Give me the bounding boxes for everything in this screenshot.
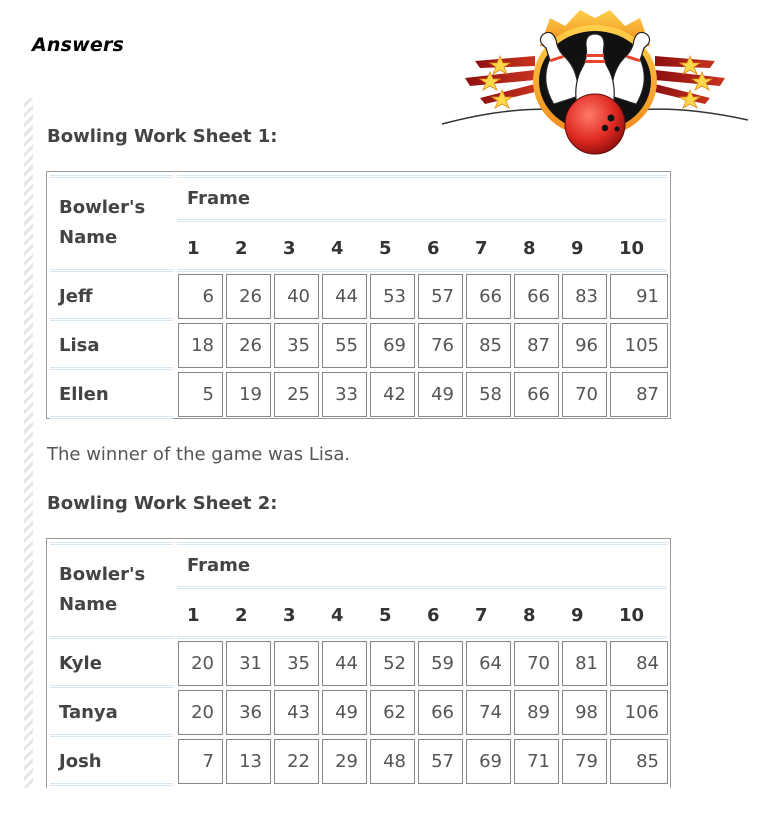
score-cell: 40 bbox=[274, 274, 319, 319]
score-cell: 70 bbox=[514, 641, 559, 686]
bowler-header-line1: Bowler's bbox=[59, 197, 146, 218]
header-rule bbox=[177, 219, 667, 222]
score-cell: 81 bbox=[562, 641, 607, 686]
score-cell: 57 bbox=[418, 274, 463, 319]
score-cell: 35 bbox=[274, 641, 319, 686]
score-cell: 58 bbox=[466, 372, 511, 417]
bowler-name-header bbox=[59, 193, 145, 253]
score-cell: 84 bbox=[610, 641, 668, 686]
score-cell: 53 bbox=[370, 274, 415, 319]
score-cell: 44 bbox=[322, 641, 367, 686]
row-rule bbox=[50, 416, 173, 419]
score-cell: 6 bbox=[178, 274, 223, 319]
score-cell: 62 bbox=[370, 690, 415, 735]
score-cell: 20 bbox=[178, 641, 223, 686]
score-cell: 57 bbox=[418, 739, 463, 784]
bowler-name: Josh bbox=[59, 751, 102, 772]
score-cell: 52 bbox=[370, 641, 415, 686]
score-cell: 22 bbox=[274, 739, 319, 784]
header-rule bbox=[177, 175, 667, 178]
sheet-2-table bbox=[46, 538, 671, 788]
row-rule bbox=[50, 367, 173, 370]
frame-header: Frame bbox=[187, 555, 251, 576]
score-cell: 49 bbox=[322, 690, 367, 735]
score-cell: 26 bbox=[226, 274, 271, 319]
score-cell: 31 bbox=[226, 641, 271, 686]
bowler-name: Lisa bbox=[59, 335, 100, 356]
row-rule bbox=[50, 734, 173, 737]
header-rule bbox=[177, 636, 667, 639]
frame-number-2: 2 bbox=[235, 238, 248, 259]
frame-number-7: 7 bbox=[475, 238, 488, 259]
score-cell: 42 bbox=[370, 372, 415, 417]
score-cell: 64 bbox=[466, 641, 511, 686]
score-cell: 25 bbox=[274, 372, 319, 417]
score-cell: 43 bbox=[274, 690, 319, 735]
page-title: Answers bbox=[32, 34, 125, 56]
header-rule bbox=[177, 542, 667, 545]
score-cell: 96 bbox=[562, 323, 607, 368]
score-cell: 89 bbox=[514, 690, 559, 735]
score-cell: 29 bbox=[322, 739, 367, 784]
header-rule bbox=[50, 636, 173, 639]
score-cell: 33 bbox=[322, 372, 367, 417]
score-cell: 5 bbox=[178, 372, 223, 417]
score-cell: 19 bbox=[226, 372, 271, 417]
score-cell: 98 bbox=[562, 690, 607, 735]
score-cell: 26 bbox=[226, 323, 271, 368]
frame-number-4: 4 bbox=[331, 238, 344, 259]
frame-number-5: 5 bbox=[379, 238, 392, 259]
score-cell: 20 bbox=[178, 690, 223, 735]
score-cell: 59 bbox=[418, 641, 463, 686]
score-cell: 36 bbox=[226, 690, 271, 735]
frame-number-8: 8 bbox=[523, 605, 536, 626]
score-cell: 105 bbox=[610, 323, 668, 368]
header-rule bbox=[50, 542, 173, 545]
frame-number-9: 9 bbox=[571, 605, 584, 626]
score-cell: 66 bbox=[514, 372, 559, 417]
frame-number-10: 10 bbox=[619, 605, 645, 626]
score-cell: 106 bbox=[610, 690, 668, 735]
frame-number-9: 9 bbox=[571, 238, 584, 259]
score-cell: 66 bbox=[514, 274, 559, 319]
header-rule bbox=[177, 269, 667, 272]
bowling-logo-icon bbox=[440, 6, 750, 156]
score-cell: 87 bbox=[514, 323, 559, 368]
frame-number-6: 6 bbox=[427, 605, 440, 626]
bowler-name: Ellen bbox=[59, 384, 109, 405]
sheet-1-table bbox=[46, 171, 671, 419]
score-cell: 13 bbox=[226, 739, 271, 784]
quote-border-stripe bbox=[24, 98, 33, 788]
frame-number-1: 1 bbox=[187, 238, 200, 259]
bowler-name: Tanya bbox=[59, 702, 118, 723]
header-rule bbox=[50, 175, 173, 178]
score-cell: 7 bbox=[178, 739, 223, 784]
bowler-header-line2: Name bbox=[59, 227, 118, 248]
score-cell: 79 bbox=[562, 739, 607, 784]
score-cell: 55 bbox=[322, 323, 367, 368]
score-cell: 83 bbox=[562, 274, 607, 319]
score-cell: 85 bbox=[610, 739, 668, 784]
bowler-header-line2: Name bbox=[59, 594, 118, 615]
header-rule bbox=[177, 586, 667, 589]
score-cell: 69 bbox=[466, 739, 511, 784]
header-rule bbox=[50, 269, 173, 272]
frame-number-2: 2 bbox=[235, 605, 248, 626]
score-cell: 69 bbox=[370, 323, 415, 368]
bowler-name: Jeff bbox=[59, 286, 93, 307]
score-cell: 35 bbox=[274, 323, 319, 368]
score-cell: 91 bbox=[610, 274, 668, 319]
bowler-name: Kyle bbox=[59, 653, 102, 674]
sheet-1-heading: Bowling Work Sheet 1: bbox=[47, 126, 278, 147]
frame-number-8: 8 bbox=[523, 238, 536, 259]
frame-number-10: 10 bbox=[619, 238, 645, 259]
score-cell: 76 bbox=[418, 323, 463, 368]
score-cell: 87 bbox=[610, 372, 668, 417]
row-rule bbox=[50, 318, 173, 321]
frame-number-3: 3 bbox=[283, 238, 296, 259]
score-cell: 85 bbox=[466, 323, 511, 368]
frame-number-7: 7 bbox=[475, 605, 488, 626]
score-cell: 66 bbox=[418, 690, 463, 735]
score-cell: 70 bbox=[562, 372, 607, 417]
frame-number-4: 4 bbox=[331, 605, 344, 626]
frame-number-3: 3 bbox=[283, 605, 296, 626]
score-cell: 18 bbox=[178, 323, 223, 368]
frame-number-6: 6 bbox=[427, 238, 440, 259]
sheet-2-heading: Bowling Work Sheet 2: bbox=[47, 493, 278, 514]
frame-number-5: 5 bbox=[379, 605, 392, 626]
score-cell: 48 bbox=[370, 739, 415, 784]
bowler-header-line1: Bowler's bbox=[59, 564, 146, 585]
score-cell: 74 bbox=[466, 690, 511, 735]
score-cell: 49 bbox=[418, 372, 463, 417]
score-cell: 66 bbox=[466, 274, 511, 319]
frame-number-1: 1 bbox=[187, 605, 200, 626]
row-rule bbox=[50, 685, 173, 688]
score-cell: 71 bbox=[514, 739, 559, 784]
winner-statement: The winner of the game was Lisa. bbox=[47, 444, 351, 465]
frame-header: Frame bbox=[187, 188, 251, 209]
score-cell: 44 bbox=[322, 274, 367, 319]
bowler-name-header bbox=[59, 560, 145, 620]
row-rule bbox=[50, 783, 173, 786]
